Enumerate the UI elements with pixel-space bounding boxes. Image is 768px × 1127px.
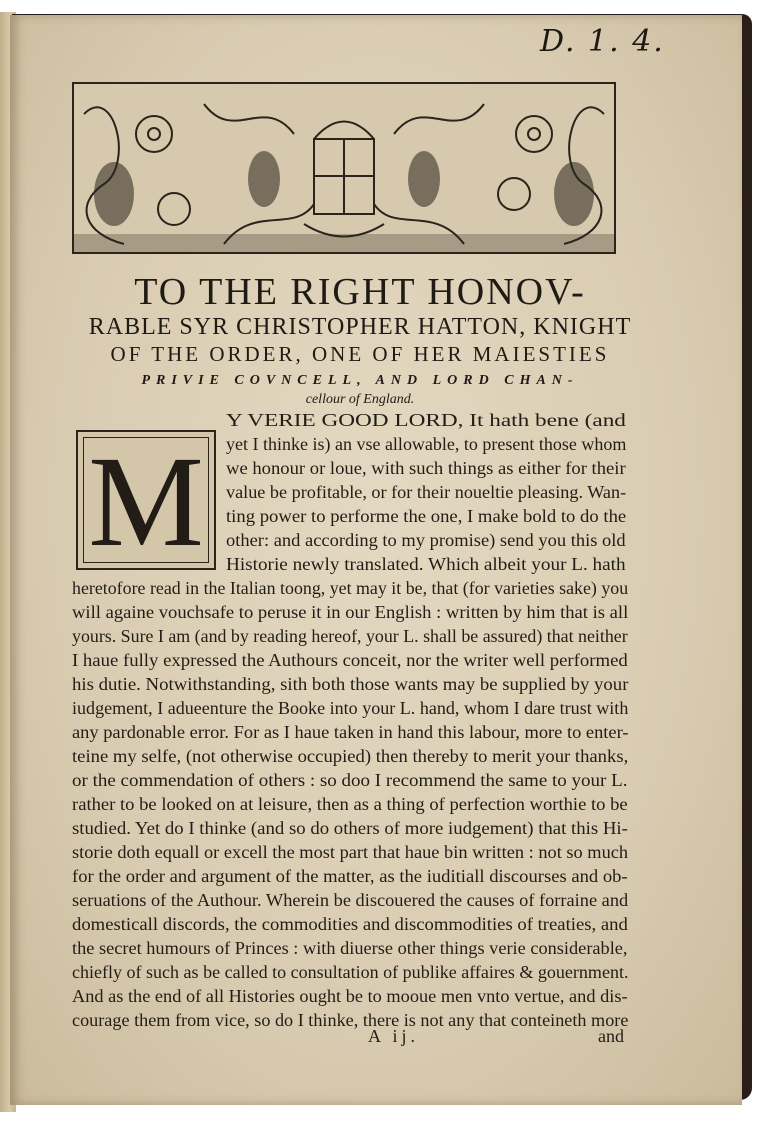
body-line: ting power to performe the one, I make bold to do the [226, 506, 627, 526]
ornament-icon [74, 84, 614, 252]
body-line: yours. Sure I am (and by reading hereof, your L. shall be assured) that neither [72, 626, 628, 646]
initial-letter: M [88, 430, 204, 574]
dedication-title-line-4: PRIVIE COVNCELL, AND LORD CHAN- [141, 373, 579, 388]
dedication-title-line-2: RABLE SYR CHRISTOPHER HATTON, KNIGHT [88, 314, 632, 340]
body-line: storie doth equall or excell the most part that haue bin written : not so much [72, 842, 629, 862]
body-line: or the commendation of others : so doo I recommend the same to your L. [72, 770, 628, 790]
body-line: heretofore read in the Italian toong, yet may it be, that (for varieties sake) you [72, 578, 629, 598]
body-line: rather to be looked on at leisure, then as a thing of perfection worthie to be [72, 794, 628, 814]
body-line: the secret humours of Princes : with diuerse other things verie considerable, [72, 938, 628, 958]
body-line: And as the end of all Histories ought be to mooue men vnto vertue, and dis- [72, 986, 628, 1006]
body-line: domesticall discords, the commodities and discommodities of treaties, and [72, 914, 628, 934]
catchword: and [598, 1026, 624, 1046]
body-line: seruations of the Authour. Wherein be discouered the causes of forraine and [72, 890, 629, 910]
body-line: iudgement, I adueenture the Booke into your L. hand, whom I dare trust with [72, 698, 629, 718]
body-line: chiefly of such as be called to consultation of publike affaires & gouernment. [72, 962, 629, 982]
dedication-title-line-1: TO THE RIGHT HONOV- [134, 271, 586, 313]
dedication-title-line-3: OF THE ORDER, ONE OF HER MAIESTIES [110, 342, 610, 366]
body-line: yet I thinke is) an vse allowable, to present those whom [226, 434, 627, 454]
body-line: value be profitable, or for their noueltie pleasing. Wan- [226, 482, 627, 502]
decorated-initial [76, 430, 216, 574]
dedication-title-line-5: cellour of England. [305, 392, 415, 407]
body-line: courage them from vice, so do I thinke, there is not any that conteineth more [72, 1010, 629, 1030]
body-line: we honour or loue, with such things as either for their [226, 458, 626, 478]
body-line: will againe vouchsafe to peruse it in our English : written by him that is all [72, 602, 629, 622]
body-line: any pardonable error. For as I haue taken in hand this labour, more to enter- [72, 722, 629, 742]
body-line: teine my selfe, (not otherwise occupied) then thereby to merit your thanks, [72, 746, 629, 766]
body-line: studied. Yet do I thinke (and so do others of more iudgement) that this Hi- [72, 818, 628, 838]
body-line: other: and according to my promise) send you this old [226, 530, 626, 550]
body-line: Y VERIE GOOD LORD, It hath bene (and [226, 410, 626, 430]
shelfmark-annotation: D. 1. 4. [540, 24, 665, 59]
body-line: his dutie. Notwithstanding, sith both those wants may be supplied by your [72, 674, 629, 694]
body-line: for the order and argument of the matter, as the iuditiall discourses and ob- [72, 866, 628, 886]
signature-mark: A ij. [368, 1026, 420, 1046]
woodcut-headpiece [72, 82, 616, 254]
body-line: Historie newly translated. Which albeit your L. hath [226, 554, 626, 574]
body-line: I haue fully expressed the Authours conceit, nor the writer well performed [72, 650, 628, 670]
